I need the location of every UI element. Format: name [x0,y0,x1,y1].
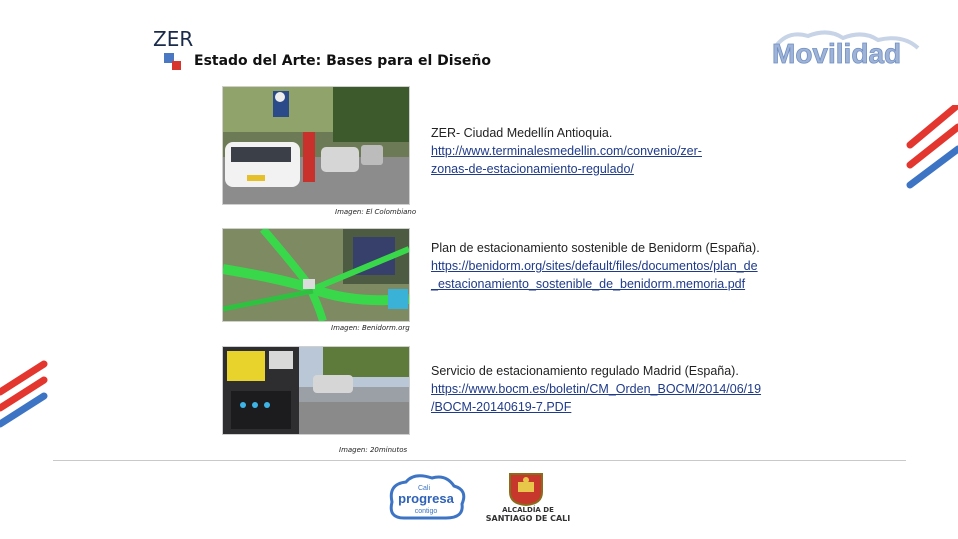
reference-benidorm-link-line1[interactable]: https://benidorm.org/sites/default/files/documentos/plan_de [431,259,758,273]
cali-logo-line3: contigo [414,508,438,515]
movilidad-logo-text: Movilidad [772,38,902,69]
slide-subtitle: Estado del Arte: Bases para el Diseño [194,53,491,69]
reference-medellin [431,124,811,178]
movilidad-logo [768,26,926,72]
bullet-square-red [172,61,181,70]
photo-benidorm-map [222,228,410,322]
caption-madrid: Imagen: 20minutos [339,446,408,454]
cali-progresa-logo [384,472,468,522]
reference-benidorm-link-line2[interactable]: _estacionamiento_sostenible_de_benidorm.memoria.pdf [431,277,746,291]
reference-medellin-description: ZER- Ciudad Medellín Antioquia. [431,126,613,140]
alcaldia-text [478,506,578,523]
reference-medellin-link-line2[interactable]: zonas-de-estacionamiento-regulado/ [431,162,634,176]
alcaldia-line1: ALCALDÍA DE [502,506,554,514]
photo-medellin-street [222,86,410,205]
reference-madrid-link-line1[interactable]: https://www.bocm.es/boletin/CM_Orden_BOCM/2014/06/19 [431,382,762,396]
reference-madrid-description: Servicio de estacionamiento regulado Madrid (España). [431,364,739,378]
left-stripes-decoration [0,360,50,430]
reference-benidorm-description: Plan de estacionamiento sostenible de Benidorm (España). [431,241,760,255]
photo-madrid-parking-meter [222,346,410,435]
reference-benidorm [431,239,811,293]
reference-madrid-link-line2[interactable]: /BOCM-20140619-7.PDF [431,400,572,414]
alcaldia-shield-icon [506,472,546,506]
cali-logo-line2: progresa [398,491,454,506]
reference-medellin-link-line1[interactable]: http://www.terminalesmedellin.com/convenio/zer- [431,144,702,158]
caption-medellin: Imagen: El Colombiano [335,208,417,216]
alcaldia-line2: SANTIAGO DE CALI [485,514,571,523]
caption-benidorm: Imagen: Benidorm.org [331,324,410,332]
right-stripes-decoration [900,105,958,195]
footer-divider [53,460,906,461]
reference-madrid [431,362,811,416]
cali-logo-line1: Cali [417,485,431,492]
slide-title: ZER [153,27,194,51]
